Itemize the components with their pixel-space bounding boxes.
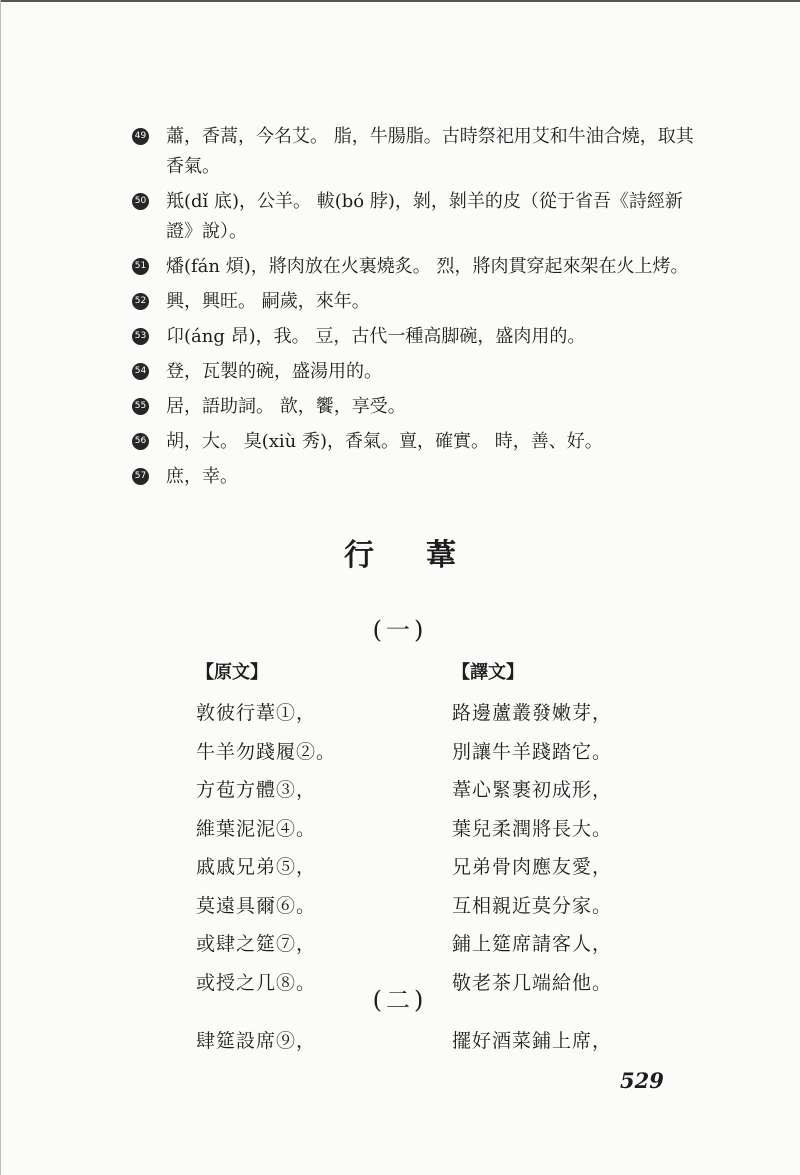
footnote-text: 卬(áng 昂)，我。 豆，古代一種高脚碗，盛肉用的。 bbox=[166, 326, 586, 347]
original-line: 或授之几⑧。 bbox=[196, 971, 317, 994]
original-line: 敦彼行葦①， bbox=[196, 702, 317, 724]
translation-header: 【譯文】 bbox=[452, 662, 524, 683]
original-line: 牛羊勿踐履②。 bbox=[196, 740, 337, 763]
footnote-text: 蕭，香蒿，今名艾。 脂，牛腸脂。古時祭祀用艾和牛油合燒，取其香氣。 bbox=[166, 126, 694, 177]
translation-line: 葉兒柔潤將長大。 bbox=[452, 817, 613, 840]
footnote-text: 燔(fán 煩)，將肉放在火裏燒炙。 烈，將肉貫穿起來架在火上烤。 bbox=[166, 256, 689, 277]
translation-line: 鋪上筵席請客人， bbox=[452, 933, 613, 955]
original-line: 肆筵設席⑨， bbox=[196, 1030, 317, 1052]
translation-text-column bbox=[452, 660, 612, 1002]
footnote-number: 50 bbox=[132, 193, 149, 210]
footnote-item bbox=[132, 122, 702, 182]
footnote-number: 51 bbox=[132, 258, 149, 275]
footnote-number: 57 bbox=[132, 468, 149, 485]
footnote-text: 羝(dǐ 底)，公羊。 軷(bó 脖)，剝，剝羊的皮（從于省吾《詩經新證》說）。 bbox=[166, 191, 683, 242]
footnote-item bbox=[132, 392, 702, 422]
section-heading-2: (二) bbox=[372, 986, 428, 1014]
original-line: 戚戚兄弟⑤， bbox=[196, 856, 317, 878]
footnote-text: 興，興旺。 嗣歲，來年。 bbox=[166, 291, 370, 312]
page-top-rule bbox=[0, 0, 800, 2]
footnote-item bbox=[132, 322, 702, 352]
footnote-item bbox=[132, 357, 702, 387]
page-number: 529 bbox=[620, 1068, 664, 1093]
translation-line: 別讓牛羊踐踏它。 bbox=[452, 740, 613, 763]
original-line: 或肆之筵⑦， bbox=[196, 933, 317, 955]
footnote-item bbox=[132, 427, 702, 457]
footnote-number: 49 bbox=[132, 128, 149, 145]
original-line: 方苞方體③， bbox=[196, 779, 317, 801]
footnote-item bbox=[132, 462, 702, 492]
footnote-item bbox=[132, 187, 702, 247]
footnote-number: 53 bbox=[132, 328, 149, 345]
footnote-text: 庶，幸。 bbox=[166, 466, 238, 487]
section-heading-1: (一) bbox=[372, 616, 428, 644]
translation-line: 擺好酒菜鋪上席， bbox=[452, 1030, 613, 1052]
footnote-item bbox=[132, 287, 702, 317]
footnote-item bbox=[132, 252, 702, 282]
translation-line: 敬老茶几端給他。 bbox=[452, 971, 613, 994]
original-line: 維葉泥泥④。 bbox=[196, 817, 317, 840]
original-header: 【原文】 bbox=[196, 662, 268, 683]
translation-text-column-2 bbox=[452, 1022, 612, 1061]
translation-line: 葦心緊裹初成形， bbox=[452, 779, 613, 801]
footnote-number: 52 bbox=[132, 293, 149, 310]
original-text-column bbox=[196, 660, 336, 1002]
footnote-text: 居，語助詞。 歆，饗，享受。 bbox=[166, 396, 406, 417]
poem-title: 行葦 bbox=[344, 538, 508, 573]
translation-line: 路邊蘆叢發嫩芽， bbox=[452, 702, 613, 724]
original-text-column-2 bbox=[196, 1022, 316, 1061]
footnote-text: 登，瓦製的碗，盛湯用的。 bbox=[166, 361, 382, 382]
footnote-number: 54 bbox=[132, 363, 149, 380]
translation-line: 兄弟骨肉應友愛， bbox=[452, 856, 613, 878]
footnote-text: 胡，大。 臭(xiù 秀)，香氣。亶，確實。 時，善、好。 bbox=[166, 431, 603, 452]
translation-line: 互相親近莫分家。 bbox=[452, 894, 613, 917]
footnote-number: 56 bbox=[132, 433, 149, 450]
footnotes-list bbox=[132, 122, 702, 497]
original-line: 莫遠具爾⑥。 bbox=[196, 894, 317, 917]
footnote-number: 55 bbox=[132, 398, 149, 415]
